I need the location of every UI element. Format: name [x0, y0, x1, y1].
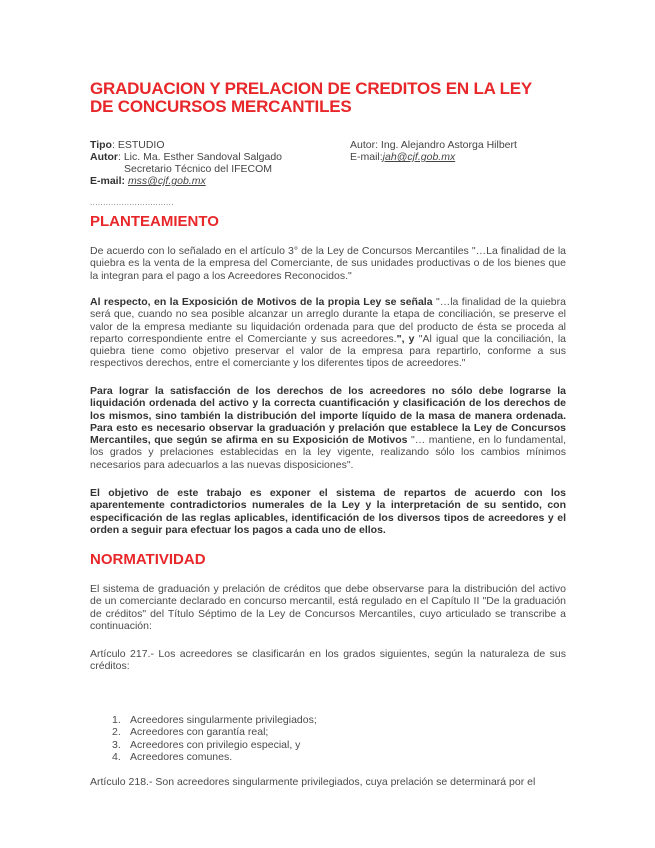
heading-planteamiento: PLANTEAMIENTO	[90, 213, 219, 230]
email-link[interactable]: mss@cjf.gob.mx	[127, 175, 206, 187]
title-line-1: GRADUACION Y PRELACION DE CREDITOS EN LA LEY	[90, 79, 533, 98]
autor-label: Autor	[90, 151, 118, 163]
list-item-number: 1.	[112, 714, 121, 726]
paragraph-article-3: De acuerdo con lo señalado en el artículo 3° de la Ley de Concursos Mercantiles "…La finalidad de la quiebra es la venta de la empresa del Comerciante, de sus unidades productivas o de los bienes que la integran para el pago a los Acreedores Reconocidos."	[90, 245, 566, 282]
autor-line	[90, 151, 340, 163]
paragraph-objetivo	[90, 487, 566, 536]
creditor-grades-list	[90, 714, 566, 763]
list-item-text: Acreedores con privilegio especial, y	[130, 738, 301, 751]
metadata-right-column	[350, 139, 566, 163]
email2-label: E-mail:	[350, 151, 383, 163]
p2-bold-lead: Al respecto, en la Exposición de Motivos de la propia Ley se señala	[90, 296, 433, 308]
email-label: E-mail:	[90, 175, 126, 187]
title-line-2: DE CONCURSOS MERCANTILES	[90, 97, 352, 116]
p2-bold-connector: ", y	[396, 332, 415, 345]
list-item	[90, 714, 566, 726]
p2-quote-1: "…la finalidad de la quiebra será que, cuando no sea posible alcanzar un arreglo durante la etapa de conciliación, se preserve el valor de la empresa mediante su liquidación ordenada para que del producto de ésta se proceda al reparto correspondiente entre el Comerciante y sus acreedores.	[90, 296, 566, 345]
autor2-line: Autor: Ing. Alejandro Astorga Hilbert	[350, 139, 517, 151]
paragraph-exposicion-motivos	[90, 296, 566, 370]
list-item	[90, 751, 566, 763]
list-item-text: Acreedores comunes.	[130, 750, 233, 763]
p2-quote-2: "Al igual que la conciliación, la quiebra tiene como objetivo preservar el valor de la empresa para repartirlo, conforme a sus respectivos derechos, entre el comerciante y los diferentes tipos de acreedores."	[90, 332, 567, 370]
tipo-line	[90, 139, 340, 151]
list-item-text: Acreedores con garantía real;	[130, 726, 269, 739]
email2-line	[350, 151, 566, 163]
paragraph-articulo-218: Artículo 218.- Son acreedores singularmente privilegiados, cuya prelación se determinará por el	[90, 776, 536, 788]
email-line	[90, 175, 340, 187]
tipo-value: : ESTUDIO	[111, 139, 165, 151]
tipo-label: Tipo	[90, 139, 112, 151]
p3-bold-text: Para lograr la satisfacción de los derechos de los acreedores no sólo debe lograrse la liquidación ordenada del activo y la correcta cuantificación y clasificación de los derechos de los mismos, sino también la distribución del importe líquido de la masa de manera ordenada. Para esto es necesario observar la graduación y prelación que establece la Ley de Concursos Mercantiles, que según se afirma en su Exposición de Motivos	[90, 385, 566, 447]
list-item	[90, 726, 566, 738]
document-title	[90, 80, 566, 116]
autor-value: : Lic. Ma. Esther Sandoval Salgado	[118, 151, 283, 163]
paragraph-sistema-graduacion: El sistema de graduación y prelación de créditos que debe observarse para la distribución del activo de un comerciante declarado en concurso mercantil, está regulado en el Capítulo II "De la graduación de créditos" del Título Séptimo de la Ley de Concursos Mercantiles, cuyo articulado se transcribe a continuación:	[90, 583, 566, 632]
autor-cargo: Secretario Técnico del IFECOM	[124, 163, 273, 175]
list-item-number: 3.	[112, 738, 121, 751]
list-item-number: 4.	[112, 750, 121, 763]
email2-link[interactable]: jah@cjf.gob.mx	[382, 151, 456, 163]
list-item-text: Acreedores singularmente privilegiados;	[130, 714, 317, 726]
heading-normatividad: NORMATIVIDAD	[90, 551, 206, 568]
separator-dots: ................................	[90, 198, 174, 207]
p3-quote: "… mantiene, en lo fundamental, los grados y prelaciones establecidas en la ley vigente, realizando sólo los cambios mínimos necesarios para adecuarlos a las nuevas disposiciones".	[90, 434, 566, 471]
p4-bold-text: El objetivo de este trabajo es exponer el sistema de repartos de acuerdo con los aparentemente contradictorios numerales de la Ley y la interpretación de su sentido, con especificación de las reglas aplicables, identificación de los diversos tipos de acreedores y el orden a seguir para efectuar los pagos a cada uno de ellos.	[90, 487, 566, 536]
metadata-left-column	[90, 139, 340, 187]
paragraph-articulo-217: Artículo 217.- Los acreedores se clasificarán en los grados siguientes, según la naturaleza de sus créditos:	[90, 648, 566, 673]
list-item-number: 2.	[112, 726, 121, 739]
paragraph-satisfaccion-derechos	[90, 385, 566, 471]
list-item	[90, 739, 566, 751]
